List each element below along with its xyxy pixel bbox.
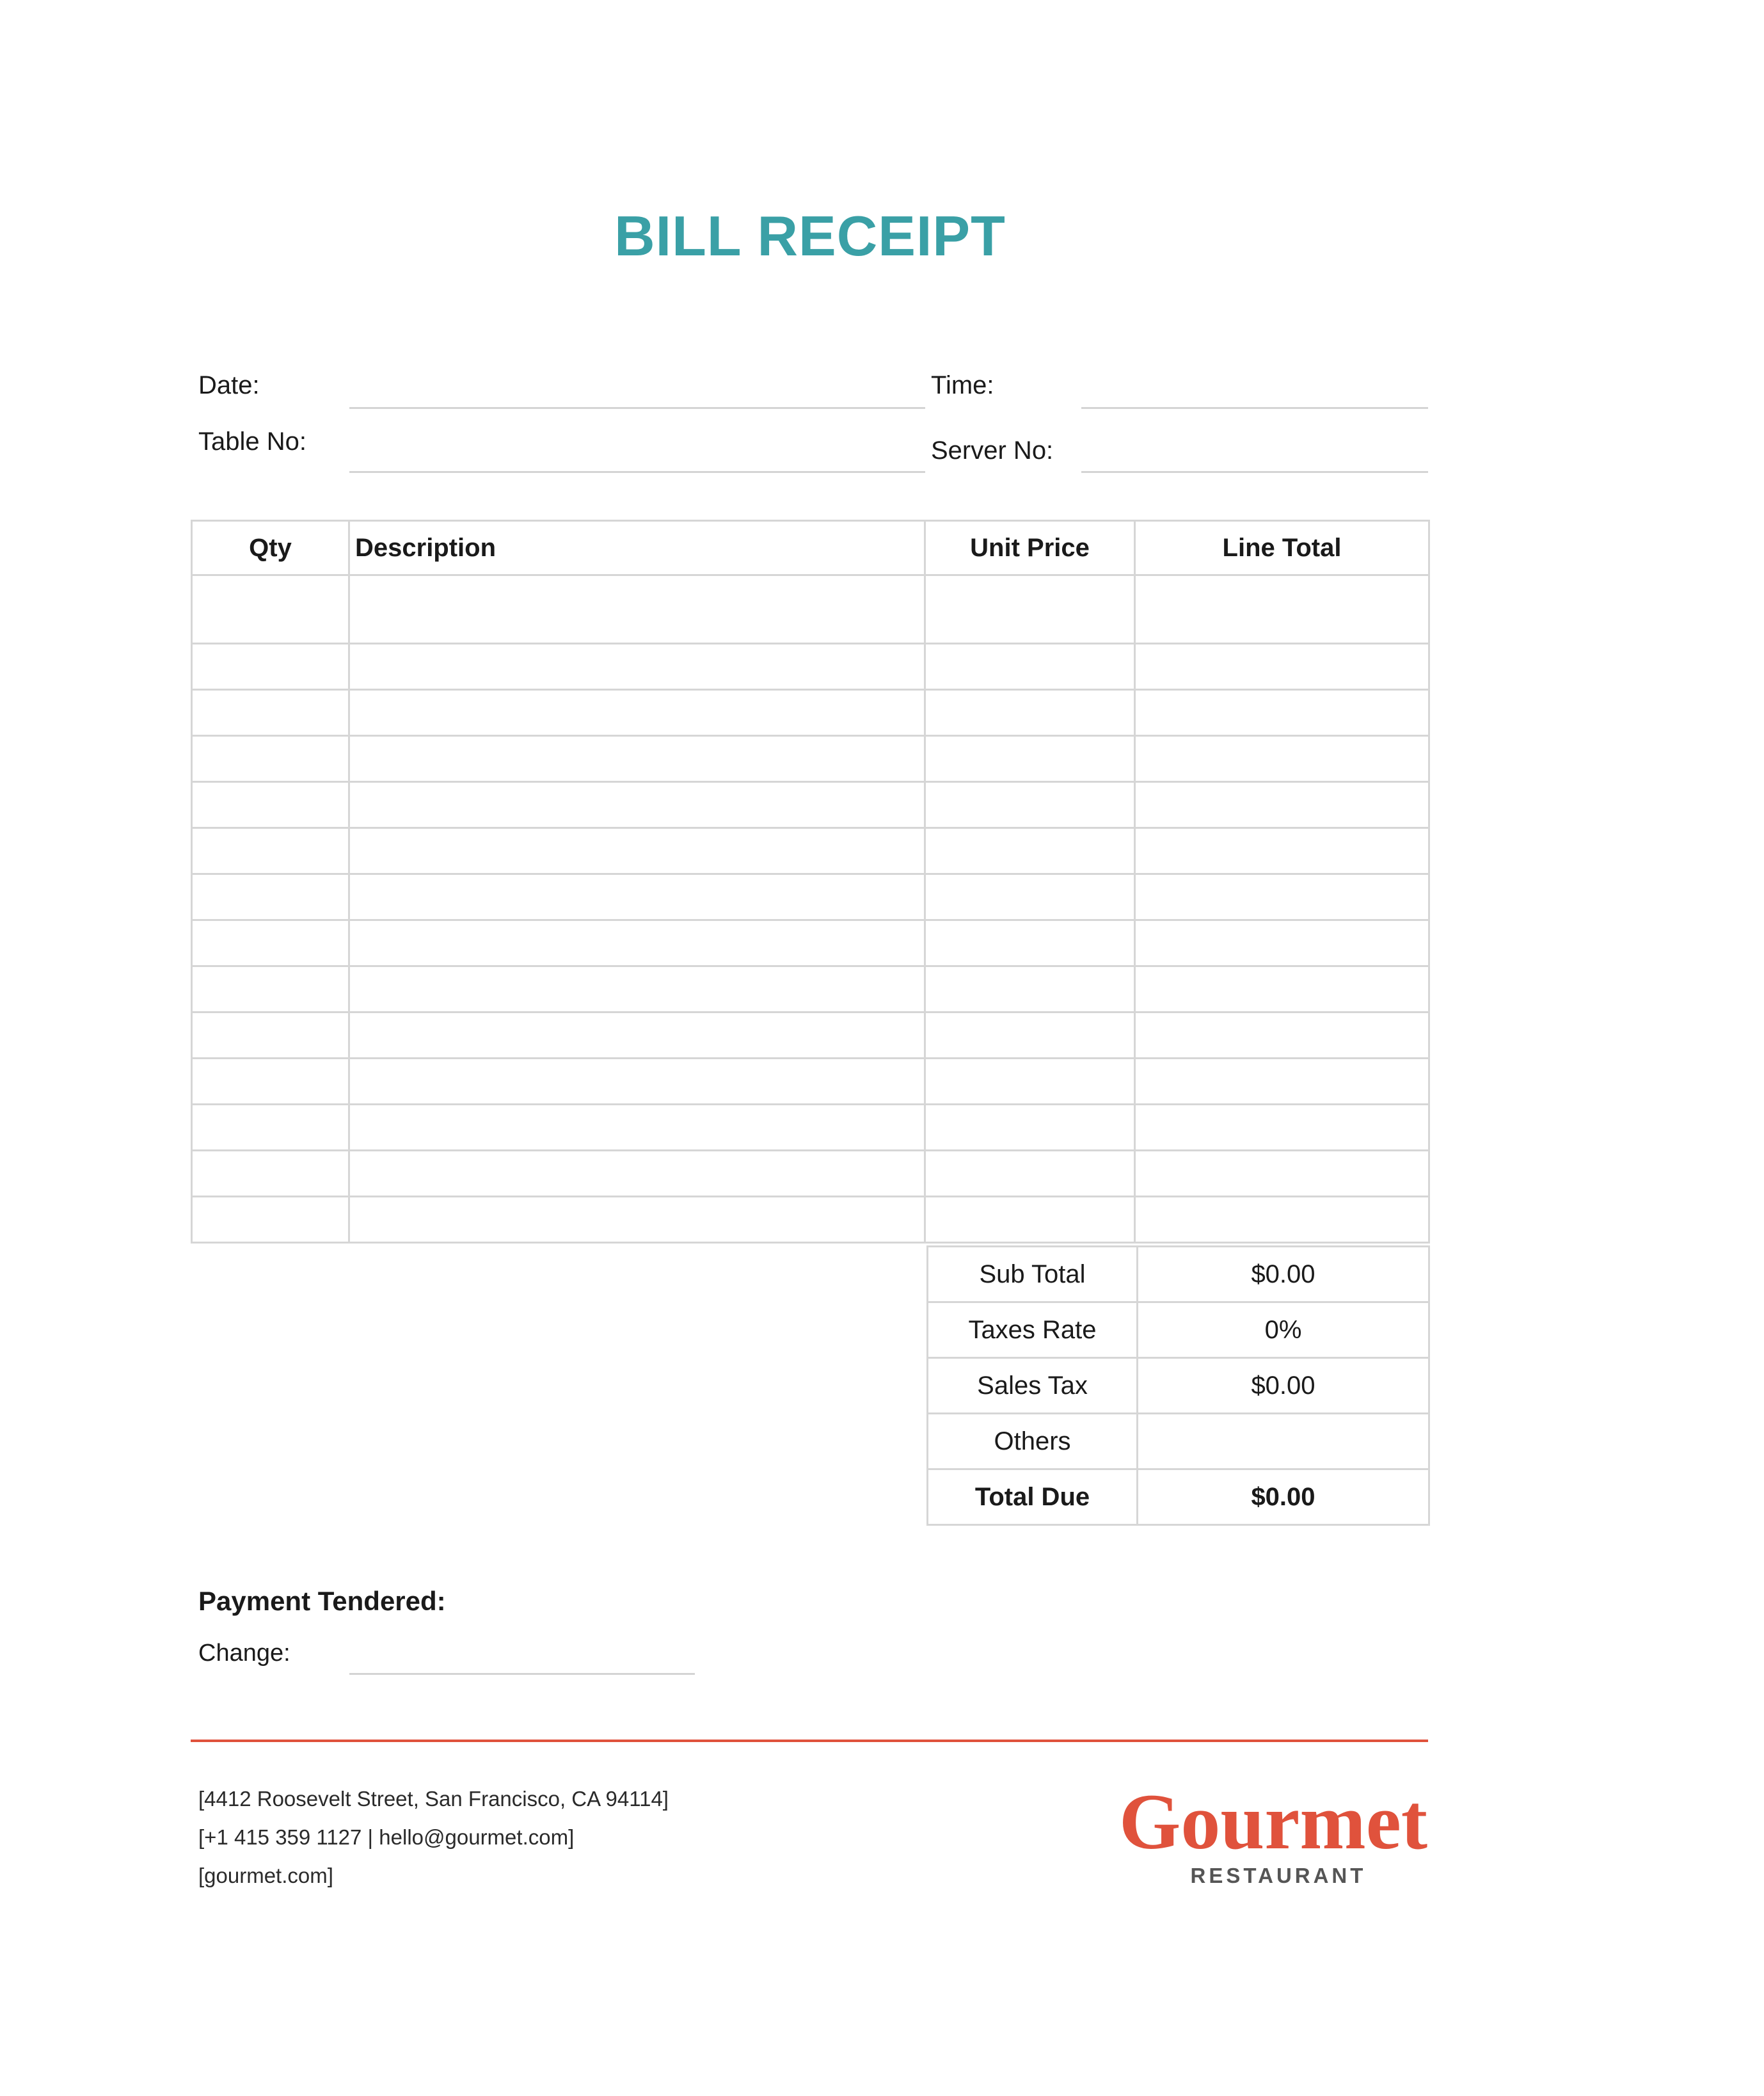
gourmet-restaurant-logo (1113, 1778, 1433, 1893)
table-row (192, 1105, 1429, 1151)
unit-price-cell[interactable] (925, 1197, 1135, 1243)
description-cell[interactable] (349, 1012, 925, 1059)
line-total-cell[interactable] (1135, 1012, 1429, 1059)
description-cell[interactable] (349, 1197, 925, 1243)
line-total-cell[interactable] (1135, 644, 1429, 690)
sales-tax-label: Sales Tax (928, 1358, 1138, 1414)
qty-cell[interactable] (192, 1105, 349, 1151)
unit-price-cell[interactable] (925, 782, 1135, 828)
table-row (192, 874, 1429, 920)
description-cell[interactable] (349, 736, 925, 782)
date-label: Date: (198, 371, 260, 399)
table-row (192, 966, 1429, 1012)
table-row (192, 828, 1429, 874)
unit-price-cell[interactable] (925, 736, 1135, 782)
unit-price-cell[interactable] (925, 1012, 1135, 1059)
footer-address: [4412 Roosevelt Street, San Francisco, CA 94114] (198, 1787, 669, 1811)
server-no-label: Server No: (931, 436, 1054, 465)
qty-cell[interactable] (192, 644, 349, 690)
description-cell[interactable] (349, 1151, 925, 1197)
line-total-cell[interactable] (1135, 1105, 1429, 1151)
table-row (192, 1012, 1429, 1059)
totals-table (926, 1245, 1430, 1526)
change-field[interactable] (349, 1673, 695, 1675)
totals-row-total-due (928, 1469, 1429, 1525)
table-header-row (192, 521, 1429, 575)
table-row (192, 575, 1429, 644)
description-cell[interactable] (349, 966, 925, 1012)
qty-cell[interactable] (192, 966, 349, 1012)
description-cell[interactable] (349, 644, 925, 690)
unit-price-cell[interactable] (925, 828, 1135, 874)
line-total-cell[interactable] (1135, 874, 1429, 920)
qty-cell[interactable] (192, 828, 349, 874)
logo-wordmark: Gourmet (1118, 1778, 1428, 1866)
header-line-total: Line Total (1135, 521, 1429, 575)
table-row (192, 1059, 1429, 1105)
qty-cell[interactable] (192, 874, 349, 920)
qty-cell[interactable] (192, 920, 349, 966)
qty-cell[interactable] (192, 1151, 349, 1197)
totals-row-sales-tax (928, 1358, 1429, 1414)
line-total-cell[interactable] (1135, 1197, 1429, 1243)
subtotal-value[interactable]: $0.00 (1138, 1247, 1429, 1302)
total-due-label: Total Due (928, 1469, 1138, 1525)
page-title: BILL RECEIPT (614, 204, 1006, 268)
tax-rate-label: Taxes Rate (928, 1302, 1138, 1358)
qty-cell[interactable] (192, 736, 349, 782)
description-cell[interactable] (349, 1105, 925, 1151)
unit-price-cell[interactable] (925, 1151, 1135, 1197)
table-row (192, 736, 1429, 782)
line-total-cell[interactable] (1135, 736, 1429, 782)
others-label: Others (928, 1414, 1138, 1469)
unit-price-cell[interactable] (925, 966, 1135, 1012)
table-no-label: Table No: (198, 428, 306, 456)
qty-cell[interactable] (192, 1059, 349, 1105)
unit-price-cell[interactable] (925, 1059, 1135, 1105)
line-total-cell[interactable] (1135, 828, 1429, 874)
table-row (192, 782, 1429, 828)
time-label: Time: (931, 371, 994, 399)
others-value[interactable] (1138, 1414, 1429, 1469)
description-cell[interactable] (349, 828, 925, 874)
description-cell[interactable] (349, 874, 925, 920)
table-row (192, 920, 1429, 966)
line-total-cell[interactable] (1135, 966, 1429, 1012)
totals-row-subtotal (928, 1247, 1429, 1302)
header-description: Description (349, 521, 925, 575)
unit-price-cell[interactable] (925, 690, 1135, 736)
item-rows (192, 575, 1429, 1243)
footer-website: [gourmet.com] (198, 1864, 333, 1887)
description-cell[interactable] (349, 690, 925, 736)
table-row (192, 1197, 1429, 1243)
server-no-field[interactable] (1081, 471, 1428, 473)
payment-tendered-heading: Payment Tendered: (198, 1586, 446, 1616)
unit-price-cell[interactable] (925, 575, 1135, 644)
description-cell[interactable] (349, 575, 925, 644)
description-cell[interactable] (349, 782, 925, 828)
description-cell[interactable] (349, 920, 925, 966)
qty-cell[interactable] (192, 1197, 349, 1243)
qty-cell[interactable] (192, 575, 349, 644)
total-due-value[interactable]: $0.00 (1138, 1469, 1429, 1525)
line-total-cell[interactable] (1135, 1151, 1429, 1197)
line-total-cell[interactable] (1135, 782, 1429, 828)
footer-contact: [+1 415 359 1127 | hello@gourmet.com] (198, 1825, 575, 1849)
qty-cell[interactable] (192, 1012, 349, 1059)
table-no-field[interactable] (349, 471, 925, 473)
items-table (191, 520, 1430, 1244)
subtotal-label: Sub Total (928, 1247, 1138, 1302)
table-row (192, 690, 1429, 736)
line-total-cell[interactable] (1135, 575, 1429, 644)
totals-row-tax-rate (928, 1302, 1429, 1358)
totals-row-others (928, 1414, 1429, 1469)
unit-price-cell[interactable] (925, 874, 1135, 920)
line-total-cell[interactable] (1135, 920, 1429, 966)
table-row (192, 644, 1429, 690)
qty-cell[interactable] (192, 782, 349, 828)
header-qty: Qty (192, 521, 349, 575)
unit-price-cell[interactable] (925, 920, 1135, 966)
footer-divider (191, 1740, 1428, 1742)
sales-tax-value[interactable]: $0.00 (1138, 1358, 1429, 1414)
logo-tagline: RESTAURANT (1190, 1864, 1367, 1887)
tax-rate-value[interactable]: 0% (1138, 1302, 1429, 1358)
qty-cell[interactable] (192, 690, 349, 736)
time-field[interactable] (1081, 407, 1428, 409)
date-field[interactable] (349, 407, 925, 409)
unit-price-cell[interactable] (925, 1105, 1135, 1151)
change-label: Change: (198, 1640, 290, 1667)
header-unit-price: Unit Price (925, 521, 1135, 575)
line-total-cell[interactable] (1135, 1059, 1429, 1105)
unit-price-cell[interactable] (925, 644, 1135, 690)
line-total-cell[interactable] (1135, 690, 1429, 736)
description-cell[interactable] (349, 1059, 925, 1105)
table-row (192, 1151, 1429, 1197)
